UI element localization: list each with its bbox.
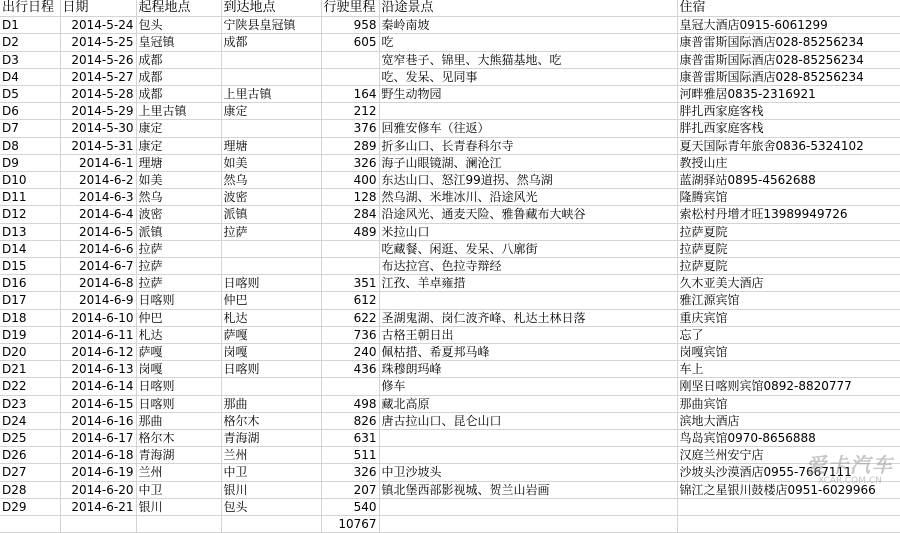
cell-to[interactable]: 成都 <box>221 34 321 51</box>
cell-mileage[interactable]: 489 <box>321 223 379 240</box>
cell-to[interactable] <box>221 516 321 533</box>
cell-to[interactable]: 宁陕县皇冠镇 <box>221 17 321 34</box>
cell-date[interactable]: 2014-6-2 <box>60 172 136 189</box>
cell-sights[interactable]: 野生动物园 <box>379 86 677 103</box>
cell-to[interactable]: 然乌 <box>221 172 321 189</box>
header-mileage[interactable]: 行驶里程 <box>321 0 379 17</box>
cell-mileage[interactable] <box>321 68 379 85</box>
table-row <box>0 395 900 412</box>
cell-day[interactable]: D28 <box>0 481 60 498</box>
cell-date[interactable]: 2014-5-28 <box>60 86 136 103</box>
header-lodging[interactable]: 住宿 <box>677 0 900 17</box>
cell-lodging[interactable]: 胖扎西家庭客栈 <box>677 103 900 120</box>
cell-lodging[interactable]: 拉萨夏院 <box>677 223 900 240</box>
cell-to[interactable]: 康定 <box>221 103 321 120</box>
cell-date[interactable]: 2014-6-12 <box>60 344 136 361</box>
table-row <box>0 258 900 275</box>
cell-sights[interactable] <box>379 292 677 309</box>
cell-day[interactable]: D23 <box>0 395 60 412</box>
cell-mileage[interactable] <box>321 240 379 257</box>
cell-sights[interactable]: 吃 <box>379 34 677 51</box>
cell-mileage[interactable] <box>321 378 379 395</box>
header-from[interactable]: 起程地点 <box>136 0 221 17</box>
cell-to[interactable]: 波密 <box>221 189 321 206</box>
cell-mileage[interactable]: 240 <box>321 344 379 361</box>
cell-to[interactable]: 日喀则 <box>221 361 321 378</box>
cell-to[interactable] <box>221 378 321 395</box>
cell-sights[interactable] <box>379 103 677 120</box>
cell-day[interactable]: D17 <box>0 292 60 309</box>
cell-mileage[interactable] <box>321 51 379 68</box>
cell-day[interactable]: D25 <box>0 430 60 447</box>
table-row <box>0 103 900 120</box>
cell-date[interactable]: 2014-6-4 <box>60 206 136 223</box>
cell-from[interactable]: 日喀则 <box>136 292 221 309</box>
table-row <box>0 68 900 85</box>
cell-mileage[interactable]: 212 <box>321 103 379 120</box>
cell-to[interactable]: 银川 <box>221 481 321 498</box>
cell-date[interactable]: 2014-6-21 <box>60 498 136 515</box>
header-sights[interactable]: 沿途景点 <box>379 0 677 17</box>
cell-date[interactable]: 2014-6-10 <box>60 309 136 326</box>
cell-date[interactable]: 2014-6-8 <box>60 275 136 292</box>
cell-to[interactable]: 札达 <box>221 309 321 326</box>
cell-day[interactable]: D24 <box>0 412 60 429</box>
table-row <box>0 189 900 206</box>
cell-day[interactable]: D22 <box>0 378 60 395</box>
cell-day[interactable]: D20 <box>0 344 60 361</box>
cell-from[interactable]: 成都 <box>136 68 221 85</box>
cell-lodging[interactable]: 夏天国际青年旅舍0836-5324102 <box>677 137 900 154</box>
cell-from[interactable]: 岗嘎 <box>136 361 221 378</box>
cell-mileage[interactable]: 289 <box>321 137 379 154</box>
cell-sights[interactable]: 沿途风光、通麦天险、雅鲁藏布大峡谷 <box>379 206 677 223</box>
cell-from[interactable]: 那曲 <box>136 412 221 429</box>
cell-mileage[interactable]: 631 <box>321 430 379 447</box>
cell-sights[interactable]: 回雅安修车（往返） <box>379 120 677 137</box>
cell-sights[interactable]: 藏北高原 <box>379 395 677 412</box>
cell-sights[interactable]: 江孜、羊卓雍措 <box>379 275 677 292</box>
cell-from[interactable]: 包头 <box>136 17 221 34</box>
cell-date[interactable]: 2014-5-31 <box>60 137 136 154</box>
cell-from[interactable]: 萨嘎 <box>136 344 221 361</box>
cell-from[interactable]: 中卫 <box>136 481 221 498</box>
cell-to[interactable]: 拉萨 <box>221 223 321 240</box>
cell-mileage[interactable]: 511 <box>321 447 379 464</box>
cell-day[interactable]: D27 <box>0 464 60 481</box>
cell-to[interactable]: 派镇 <box>221 206 321 223</box>
cell-from[interactable]: 上里古镇 <box>136 103 221 120</box>
cell-from[interactable]: 波密 <box>136 206 221 223</box>
cell-from[interactable]: 日喀则 <box>136 378 221 395</box>
cell-sights[interactable]: 珠穆朗玛峰 <box>379 361 677 378</box>
table-row <box>0 412 900 429</box>
cell-from[interactable]: 兰州 <box>136 464 221 481</box>
cell-lodging[interactable]: 久木亚美大酒店 <box>677 275 900 292</box>
cell-day[interactable] <box>0 516 60 533</box>
cell-day[interactable]: D15 <box>0 258 60 275</box>
cell-lodging[interactable]: 刚坚日喀则宾馆0892-8820777 <box>677 378 900 395</box>
cell-lodging[interactable]: 蓝湖驿站0895-4562688 <box>677 172 900 189</box>
cell-lodging[interactable]: 教授山庄 <box>677 154 900 171</box>
cell-sights[interactable] <box>379 447 677 464</box>
total-row <box>0 516 900 533</box>
table-row <box>0 344 900 361</box>
table-row <box>0 464 900 481</box>
cell-day[interactable]: D29 <box>0 498 60 515</box>
cell-lodging[interactable]: 拉萨夏院 <box>677 258 900 275</box>
cell-mileage[interactable]: 736 <box>321 326 379 343</box>
cell-to[interactable]: 兰州 <box>221 447 321 464</box>
cell-mileage[interactable]: 958 <box>321 17 379 34</box>
cell-date[interactable]: 2014-6-15 <box>60 395 136 412</box>
cell-lodging[interactable]: 忘了 <box>677 326 900 343</box>
cell-from[interactable] <box>136 516 221 533</box>
cell-to[interactable] <box>221 258 321 275</box>
cell-sights[interactable] <box>379 430 677 447</box>
table-row <box>0 51 900 68</box>
cell-to[interactable]: 萨嘎 <box>221 326 321 343</box>
cell-date[interactable]: 2014-5-25 <box>60 34 136 51</box>
cell-from[interactable]: 然乌 <box>136 189 221 206</box>
cell-mileage[interactable]: 622 <box>321 309 379 326</box>
table-row <box>0 154 900 171</box>
cell-from[interactable]: 拉萨 <box>136 258 221 275</box>
cell-day[interactable]: D9 <box>0 154 60 171</box>
cell-day[interactable]: D12 <box>0 206 60 223</box>
cell-lodging[interactable]: 康普雷斯国际酒店028-85256234 <box>677 68 900 85</box>
cell-date[interactable]: 2014-5-29 <box>60 103 136 120</box>
cell-mileage[interactable]: 284 <box>321 206 379 223</box>
header-date[interactable]: 日期 <box>60 0 136 17</box>
cell-date[interactable]: 2014-6-1 <box>60 154 136 171</box>
cell-lodging[interactable]: 河畔雅居0835-2316921 <box>677 86 900 103</box>
cell-day[interactable]: D4 <box>0 68 60 85</box>
table-row <box>0 309 900 326</box>
cell-mileage[interactable]: 612 <box>321 292 379 309</box>
cell-lodging[interactable]: 康普雷斯国际酒店028-85256234 <box>677 51 900 68</box>
table-row <box>0 34 900 51</box>
cell-day[interactable]: D11 <box>0 189 60 206</box>
cell-to[interactable]: 那曲 <box>221 395 321 412</box>
cell-day[interactable]: D10 <box>0 172 60 189</box>
cell-lodging[interactable]: 汉庭兰州安宁店 <box>677 447 900 464</box>
cell-from[interactable]: 拉萨 <box>136 275 221 292</box>
cell-from[interactable]: 格尔木 <box>136 430 221 447</box>
cell-sights[interactable]: 唐古拉山口、昆仑山口 <box>379 412 677 429</box>
cell-date[interactable]: 2014-6-11 <box>60 326 136 343</box>
table-row <box>0 120 900 137</box>
cell-from[interactable]: 成都 <box>136 86 221 103</box>
cell-from[interactable]: 成都 <box>136 51 221 68</box>
cell-to[interactable] <box>221 120 321 137</box>
cell-lodging[interactable] <box>677 498 900 515</box>
cell-sights[interactable]: 折多山口、长青春科尔寺 <box>379 137 677 154</box>
table-row <box>0 137 900 154</box>
table-row <box>0 206 900 223</box>
cell-lodging[interactable]: 雅江源宾馆 <box>677 292 900 309</box>
cell-to[interactable]: 如美 <box>221 154 321 171</box>
cell-date[interactable]: 2014-6-19 <box>60 464 136 481</box>
table-row <box>0 292 900 309</box>
table-row <box>0 481 900 498</box>
cell-mileage[interactable]: 826 <box>321 412 379 429</box>
cell-sights[interactable]: 海子山眼镜湖、澜沧江 <box>379 154 677 171</box>
cell-sights[interactable]: 布达拉宫、色拉寺辩经 <box>379 258 677 275</box>
cell-mileage[interactable]: 498 <box>321 395 379 412</box>
table-row <box>0 223 900 240</box>
cell-from[interactable]: 拉萨 <box>136 240 221 257</box>
cell-day[interactable]: D1 <box>0 17 60 34</box>
cell-date[interactable]: 2014-6-7 <box>60 258 136 275</box>
watermark-url: XCAR.COM.CN <box>818 476 882 486</box>
cell-mileage[interactable]: 128 <box>321 189 379 206</box>
cell-mileage[interactable]: 605 <box>321 34 379 51</box>
cell-day[interactable]: D21 <box>0 361 60 378</box>
cell-sights[interactable]: 吃、发呆、见同事 <box>379 68 677 85</box>
cell-mileage[interactable]: 207 <box>321 481 379 498</box>
cell-lodging[interactable]: 胖扎西家庭客栈 <box>677 120 900 137</box>
cell-date[interactable]: 2014-6-14 <box>60 378 136 395</box>
cell-from[interactable]: 青海湖 <box>136 447 221 464</box>
table-row <box>0 326 900 343</box>
cell-date[interactable]: 2014-6-17 <box>60 430 136 447</box>
cell-lodging[interactable]: 皇冠大酒店0915-6061299 <box>677 17 900 34</box>
table-row <box>0 86 900 103</box>
cell-to[interactable]: 包头 <box>221 498 321 515</box>
cell-sights[interactable]: 宽窄巷子、锦里、大熊猫基地、吃 <box>379 51 677 68</box>
cell-sights[interactable] <box>379 516 677 533</box>
cell-from[interactable]: 康定 <box>136 137 221 154</box>
cell-to[interactable]: 中卫 <box>221 464 321 481</box>
cell-lodging[interactable]: 滨地大酒店 <box>677 412 900 429</box>
cell-lodging[interactable]: 拉萨夏院 <box>677 240 900 257</box>
cell-from[interactable]: 理塘 <box>136 154 221 171</box>
cell-from[interactable]: 日喀则 <box>136 395 221 412</box>
cell-sights[interactable]: 然乌湖、米堆冰川、沿途风光 <box>379 189 677 206</box>
cell-mileage[interactable]: 376 <box>321 120 379 137</box>
cell-sights[interactable]: 圣湖鬼湖、岗仁波齐峰、札达土林日落 <box>379 309 677 326</box>
cell-day[interactable]: D2 <box>0 34 60 51</box>
cell-date[interactable]: 2014-6-6 <box>60 240 136 257</box>
cell-sights[interactable]: 东达山口、怒江99道拐、然乌湖 <box>379 172 677 189</box>
header-to[interactable]: 到达地点 <box>221 0 321 17</box>
cell-sights[interactable]: 修车 <box>379 378 677 395</box>
cell-from[interactable]: 札达 <box>136 326 221 343</box>
cell-from[interactable]: 如美 <box>136 172 221 189</box>
cell-to[interactable]: 青海湖 <box>221 430 321 447</box>
cell-from[interactable]: 康定 <box>136 120 221 137</box>
cell-date[interactable] <box>60 516 136 533</box>
cell-date[interactable]: 2014-6-3 <box>60 189 136 206</box>
cell-to[interactable]: 仲巴 <box>221 292 321 309</box>
cell-date[interactable]: 2014-5-30 <box>60 120 136 137</box>
table-row <box>0 447 900 464</box>
cell-day[interactable]: D19 <box>0 326 60 343</box>
cell-day[interactable]: D14 <box>0 240 60 257</box>
cell-sights[interactable]: 中卫沙坡头 <box>379 464 677 481</box>
cell-day[interactable]: D13 <box>0 223 60 240</box>
cell-mileage[interactable]: 351 <box>321 275 379 292</box>
cell-day[interactable]: D5 <box>0 86 60 103</box>
cell-to[interactable]: 日喀则 <box>221 275 321 292</box>
cell-date[interactable]: 2014-6-20 <box>60 481 136 498</box>
cell-from[interactable]: 仲巴 <box>136 309 221 326</box>
table-row <box>0 240 900 257</box>
cell-sights[interactable]: 佩枯措、希夏邦马峰 <box>379 344 677 361</box>
cell-date[interactable]: 2014-5-24 <box>60 17 136 34</box>
cell-lodging[interactable]: 那曲宾馆 <box>677 395 900 412</box>
cell-lodging[interactable]: 隆腾宾馆 <box>677 189 900 206</box>
cell-sights[interactable]: 镇北堡西部影视城、贺兰山岩画 <box>379 481 677 498</box>
cell-mileage[interactable]: 400 <box>321 172 379 189</box>
cell-lodging[interactable]: 沙坡头沙漠酒店0955-7667111 <box>677 464 900 481</box>
cell-date[interactable]: 2014-6-5 <box>60 223 136 240</box>
cell-sights[interactable]: 古格王朝日出 <box>379 326 677 343</box>
cell-date[interactable]: 2014-6-16 <box>60 412 136 429</box>
table-row <box>0 17 900 34</box>
cell-sights[interactable]: 吃藏餐、闲逛、发呆、八廓街 <box>379 240 677 257</box>
cell-sights[interactable]: 秦岭南坡 <box>379 17 677 34</box>
cell-lodging[interactable]: 车上 <box>677 361 900 378</box>
cell-sights[interactable] <box>379 498 677 515</box>
table-row <box>0 172 900 189</box>
cell-lodging[interactable]: 岗嘎宾馆 <box>677 344 900 361</box>
watermark-text: 爱卡汽车 <box>806 453 894 477</box>
table-row <box>0 378 900 395</box>
cell-mileage[interactable]: 326 <box>321 464 379 481</box>
cell-mileage[interactable]: 326 <box>321 154 379 171</box>
cell-date[interactable]: 2014-6-9 <box>60 292 136 309</box>
cell-from[interactable]: 皇冠镇 <box>136 34 221 51</box>
cell-to[interactable] <box>221 51 321 68</box>
cell-mileage[interactable]: 540 <box>321 498 379 515</box>
cell-day[interactable]: D26 <box>0 447 60 464</box>
cell-to[interactable]: 上里古镇 <box>221 86 321 103</box>
cell-lodging[interactable]: 康普雷斯国际酒店028-85256234 <box>677 34 900 51</box>
cell-day[interactable]: D16 <box>0 275 60 292</box>
cell-sights[interactable]: 米拉山口 <box>379 223 677 240</box>
cell-day[interactable]: D3 <box>0 51 60 68</box>
cell-to[interactable] <box>221 240 321 257</box>
cell-mileage[interactable]: 436 <box>321 361 379 378</box>
cell-lodging[interactable] <box>677 516 900 533</box>
cell-lodging[interactable]: 鸟岛宾馆0970-8656888 <box>677 430 900 447</box>
cell-lodging[interactable]: 索松村丹增才旺13989949726 <box>677 206 900 223</box>
table-row <box>0 498 900 515</box>
header-day[interactable]: 出行日程 <box>0 0 60 17</box>
cell-lodging[interactable]: 重庆宾馆 <box>677 309 900 326</box>
cell-day[interactable]: D8 <box>0 137 60 154</box>
cell-date[interactable]: 2014-5-26 <box>60 51 136 68</box>
cell-mileage[interactable] <box>321 258 379 275</box>
cell-day[interactable]: D6 <box>0 103 60 120</box>
cell-date[interactable]: 2014-6-13 <box>60 361 136 378</box>
cell-to[interactable]: 岗嘎 <box>221 344 321 361</box>
cell-from[interactable]: 派镇 <box>136 223 221 240</box>
cell-day[interactable]: D7 <box>0 120 60 137</box>
cell-date[interactable]: 2014-6-18 <box>60 447 136 464</box>
cell-from[interactable]: 银川 <box>136 498 221 515</box>
table-row <box>0 430 900 447</box>
table-row <box>0 361 900 378</box>
cell-date[interactable]: 2014-5-27 <box>60 68 136 85</box>
table-row <box>0 275 900 292</box>
header-row <box>0 0 900 17</box>
cell-day[interactable]: D18 <box>0 309 60 326</box>
cell-to[interactable]: 理塘 <box>221 137 321 154</box>
cell-mileage[interactable]: 10767 <box>321 516 379 533</box>
cell-to[interactable]: 格尔木 <box>221 412 321 429</box>
cell-to[interactable] <box>221 68 321 85</box>
cell-lodging[interactable]: 锦江之星银川鼓楼店0951-6029966 <box>677 481 900 498</box>
cell-mileage[interactable]: 164 <box>321 86 379 103</box>
